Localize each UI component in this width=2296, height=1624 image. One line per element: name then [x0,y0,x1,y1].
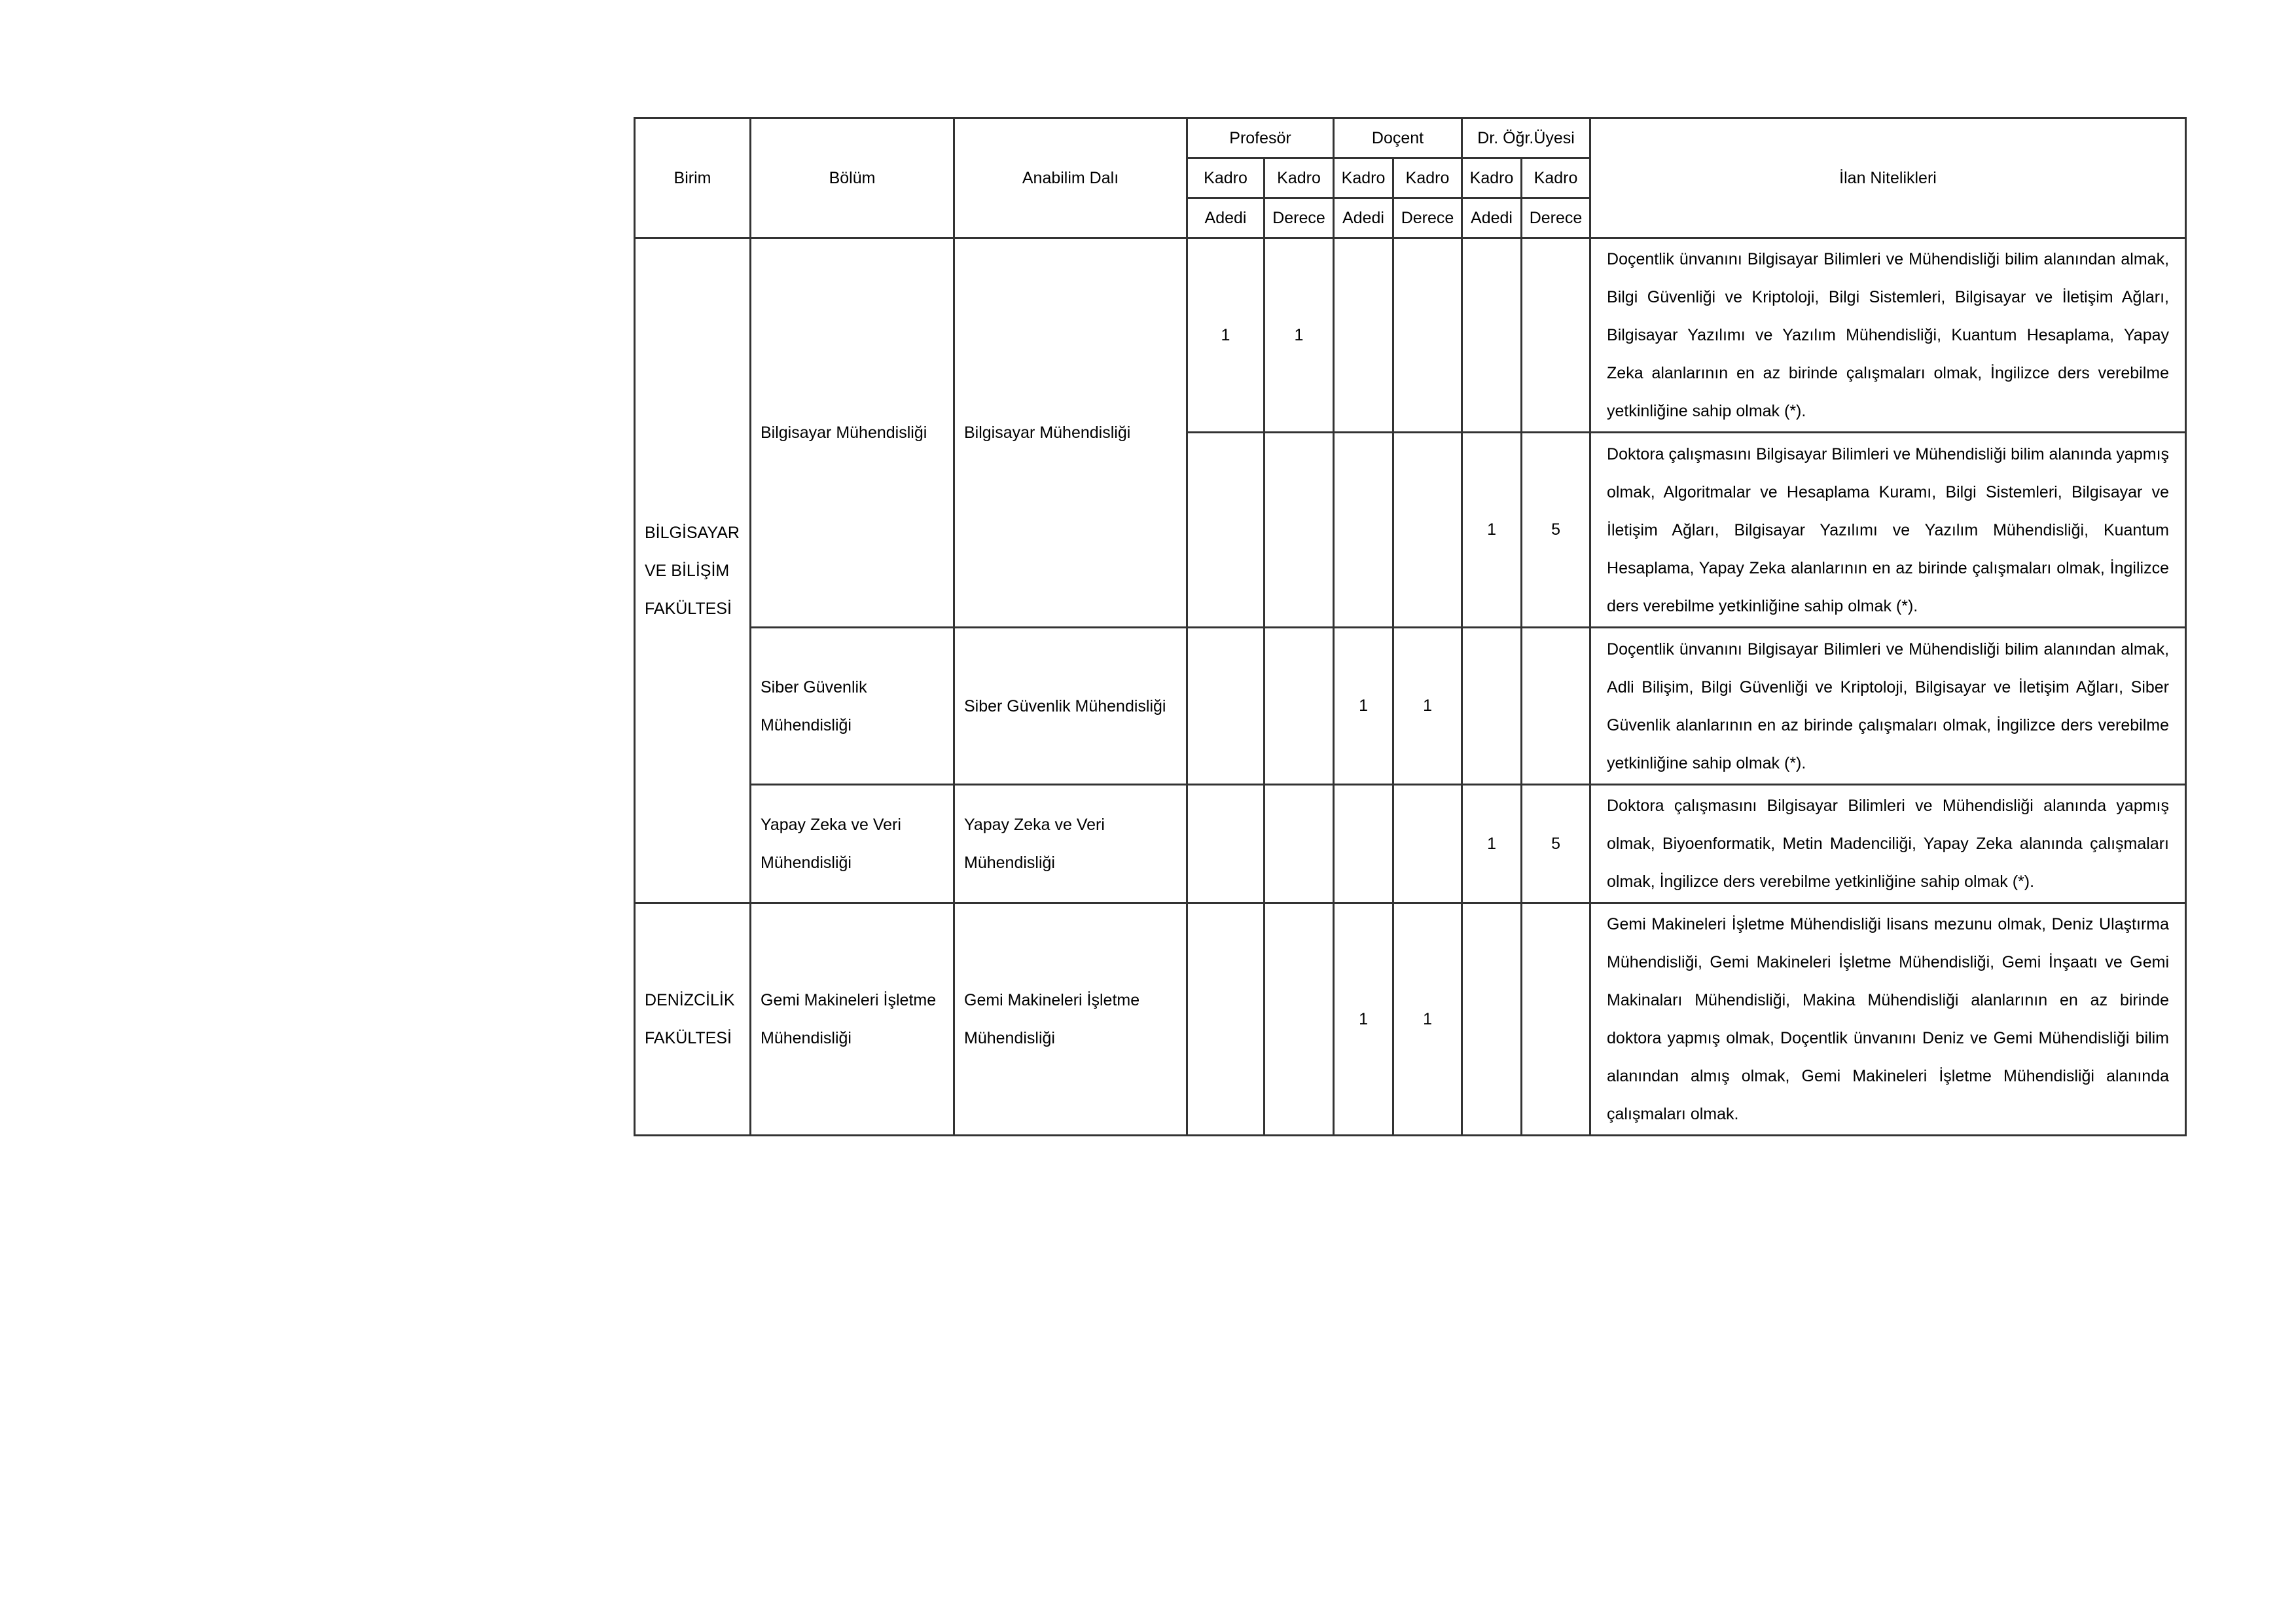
doc-kadro-adedi: 1 [1334,628,1393,785]
ilan-nitelik-cell: Gemi Makineleri İşletme Mühendisliği lisans mezunu olmak, Deniz Ulaştırma Mühendisliği, Gemi Makineleri İşletme Mühendisliği, Gemi İnşaatı ve Gemi Makinaları Mühendisliği, Makina Mühendisliği alanlarının en az birinde doktora yapmış olmak, Doçentlik ünvanını Deniz ve Gemi Mühendisliği bilim alanından almış olmak, Gemi Makineleri İşletme Mühendisliği alanında çalışmaları olmak. [1590,903,2186,1136]
table-row [635,903,2186,1136]
header-prof-kadro-adedi-bottom: Adedi [1187,198,1265,238]
dr-kadro-derece: 5 [1522,433,1590,628]
doc-kadro-adedi [1334,238,1393,433]
dr-kadro-derece [1522,238,1590,433]
dr-kadro-adedi [1462,238,1522,433]
header-dr-kadro-adedi-bottom: Adedi [1462,198,1522,238]
unit-line: FAKÜLTESİ [645,599,732,618]
anabilim-cell: Bilgisayar Mühendisliği [954,238,1187,628]
doc-kadro-adedi [1334,785,1393,903]
header-doc-kadro-derece-bottom: Derece [1393,198,1462,238]
unit-line: BİLGİSAYAR [645,523,740,542]
prof-kadro-derece: 1 [1265,238,1334,433]
doc-kadro-derece: 1 [1393,628,1462,785]
table-row [635,238,2186,433]
header-dr-kadro-derece-bottom: Derece [1522,198,1590,238]
doc-kadro-derece [1393,238,1462,433]
bolum-line: Siber Güvenlik [761,677,867,696]
prof-kadro-derece [1265,785,1334,903]
ilan-nitelik-cell: Doçentlik ünvanını Bilgisayar Bilimleri ve Mühendisliği bilim alanından almak, Adli Bilişim, Bilgi Güvenliği ve Kriptoloji, Bilgisayar ve İletişim Ağları, Siber Güvenlik alanlarının en az birinde çalışmaları olmak, İngilizce ders verebilme yetkinliğine sahip olmak (*). [1590,628,2186,785]
table-wrapper [634,117,2185,1136]
dr-kadro-adedi [1462,903,1522,1136]
doc-kadro-derece: 1 [1393,903,1462,1136]
table-row [635,628,2186,785]
bolum-cell: Bilgisayar Mühendisliği [751,238,954,628]
unit-denizcilik [635,903,751,1136]
header-row-1 [635,118,2186,158]
bolum-line: Yapay Zeka ve Veri [761,816,901,834]
ilan-nitelik-cell: Doçentlik ünvanını Bilgisayar Bilimleri ve Mühendisliği bilim alanından almak, Bilgi Güvenliği ve Kriptoloji, Bilgi Sistemleri, Bilgisayar ve İletişim Ağları, Bilgisayar Yazılımı ve Yazılım Mühendisliği, Kuantum Hesaplama, Yapay Zeka alanlarının en az birinde çalışmaları olmak, İngilizce ders verebilme yetkinliğine sahip olmak (*). [1590,238,2186,433]
prof-kadro-adedi: 1 [1187,238,1265,433]
header-dr-ogr-uyesi: Dr. Öğr.Üyesi [1462,118,1590,158]
header-doc-kadro-adedi-top: Kadro [1334,158,1393,198]
header-prof-kadro-derece-top: Kadro [1265,158,1334,198]
header-profesor: Profesör [1187,118,1334,158]
prof-kadro-adedi [1187,785,1265,903]
header-prof-kadro-derece-bottom: Derece [1265,198,1334,238]
header-doc-kadro-adedi-bottom: Adedi [1334,198,1393,238]
dr-kadro-derece: 5 [1522,785,1590,903]
header-doc-kadro-derece-top: Kadro [1393,158,1462,198]
header-bolum: Bölüm [751,118,954,238]
bolum-cell [751,903,954,1136]
prof-kadro-derece [1265,433,1334,628]
anabilim-line: Mühendisliği [964,1029,1055,1047]
header-anabilim-dali: Anabilim Dalı [954,118,1187,238]
prof-kadro-adedi [1187,903,1265,1136]
dr-kadro-derece [1522,903,1590,1136]
header-dr-kadro-derece-top: Kadro [1522,158,1590,198]
anabilim-cell [954,903,1187,1136]
bolum-line: Mühendisliği [761,715,852,734]
header-ilan-nitelikleri: İlan Nitelikleri [1590,118,2186,238]
bolum-cell [751,628,954,785]
anabilim-line: Mühendisliği [964,854,1055,872]
doc-kadro-adedi [1334,433,1393,628]
table-row [635,785,2186,903]
anabilim-line: Yapay Zeka ve Veri [964,816,1105,834]
anabilim-line: Gemi Makineleri İşletme [964,991,1140,1009]
ilan-nitelik-cell: Doktora çalışmasını Bilgisayar Bilimleri ve Mühendisliği bilim alanında yapmış olmak, Algoritmalar ve Hesaplama Kuramı, Bilgi Sistemleri, Bilgisayar ve İletişim Ağları, Bilgisayar Yazılımı ve Yazılım Mühendisliği, Kuantum Hesaplama, Yapay Zeka alanlarının en az birinde çalışmaları olmak, İngilizce ders verebilme yetkinliğine sahip olmak (*). [1590,433,2186,628]
prof-kadro-adedi [1187,433,1265,628]
doc-kadro-adedi: 1 [1334,903,1393,1136]
dr-kadro-adedi [1462,628,1522,785]
ilan-nitelik-cell: Doktora çalışmasını Bilgisayar Bilimleri ve Mühendisliği alanında yapmış olmak, Biyoenformatik, Metin Madenciliği, Yapay Zeka alanında çalışmaları olmak, İngilizce ders verebilme yetkinliğine sahip olmak (*). [1590,785,2186,903]
bolum-line: Gemi Makineleri İşletme [761,991,937,1009]
anabilim-cell [954,785,1187,903]
doc-kadro-derece [1393,433,1462,628]
unit-line: FAKÜLTESİ [645,1029,732,1047]
prof-kadro-adedi [1187,628,1265,785]
unit-bilgisayar-ve-bilisim [635,238,751,903]
dr-kadro-derece [1522,628,1590,785]
doc-kadro-derece [1393,785,1462,903]
bolum-cell [751,785,954,903]
header-docent: Doçent [1334,118,1462,158]
bolum-line: Mühendisliği [761,854,852,872]
prof-kadro-derece [1265,903,1334,1136]
prof-kadro-derece [1265,628,1334,785]
bolum-line: Mühendisliği [761,1029,852,1047]
header-dr-kadro-adedi-top: Kadro [1462,158,1522,198]
dr-kadro-adedi: 1 [1462,433,1522,628]
job-listing-table [634,117,2187,1136]
dr-kadro-adedi: 1 [1462,785,1522,903]
unit-line: VE BİLİŞİM [645,561,730,580]
anabilim-cell: Siber Güvenlik Mühendisliği [954,628,1187,785]
unit-line: DENİZCİLİK [645,991,735,1009]
header-prof-kadro-adedi-top: Kadro [1187,158,1265,198]
header-birim: Birim [635,118,751,238]
